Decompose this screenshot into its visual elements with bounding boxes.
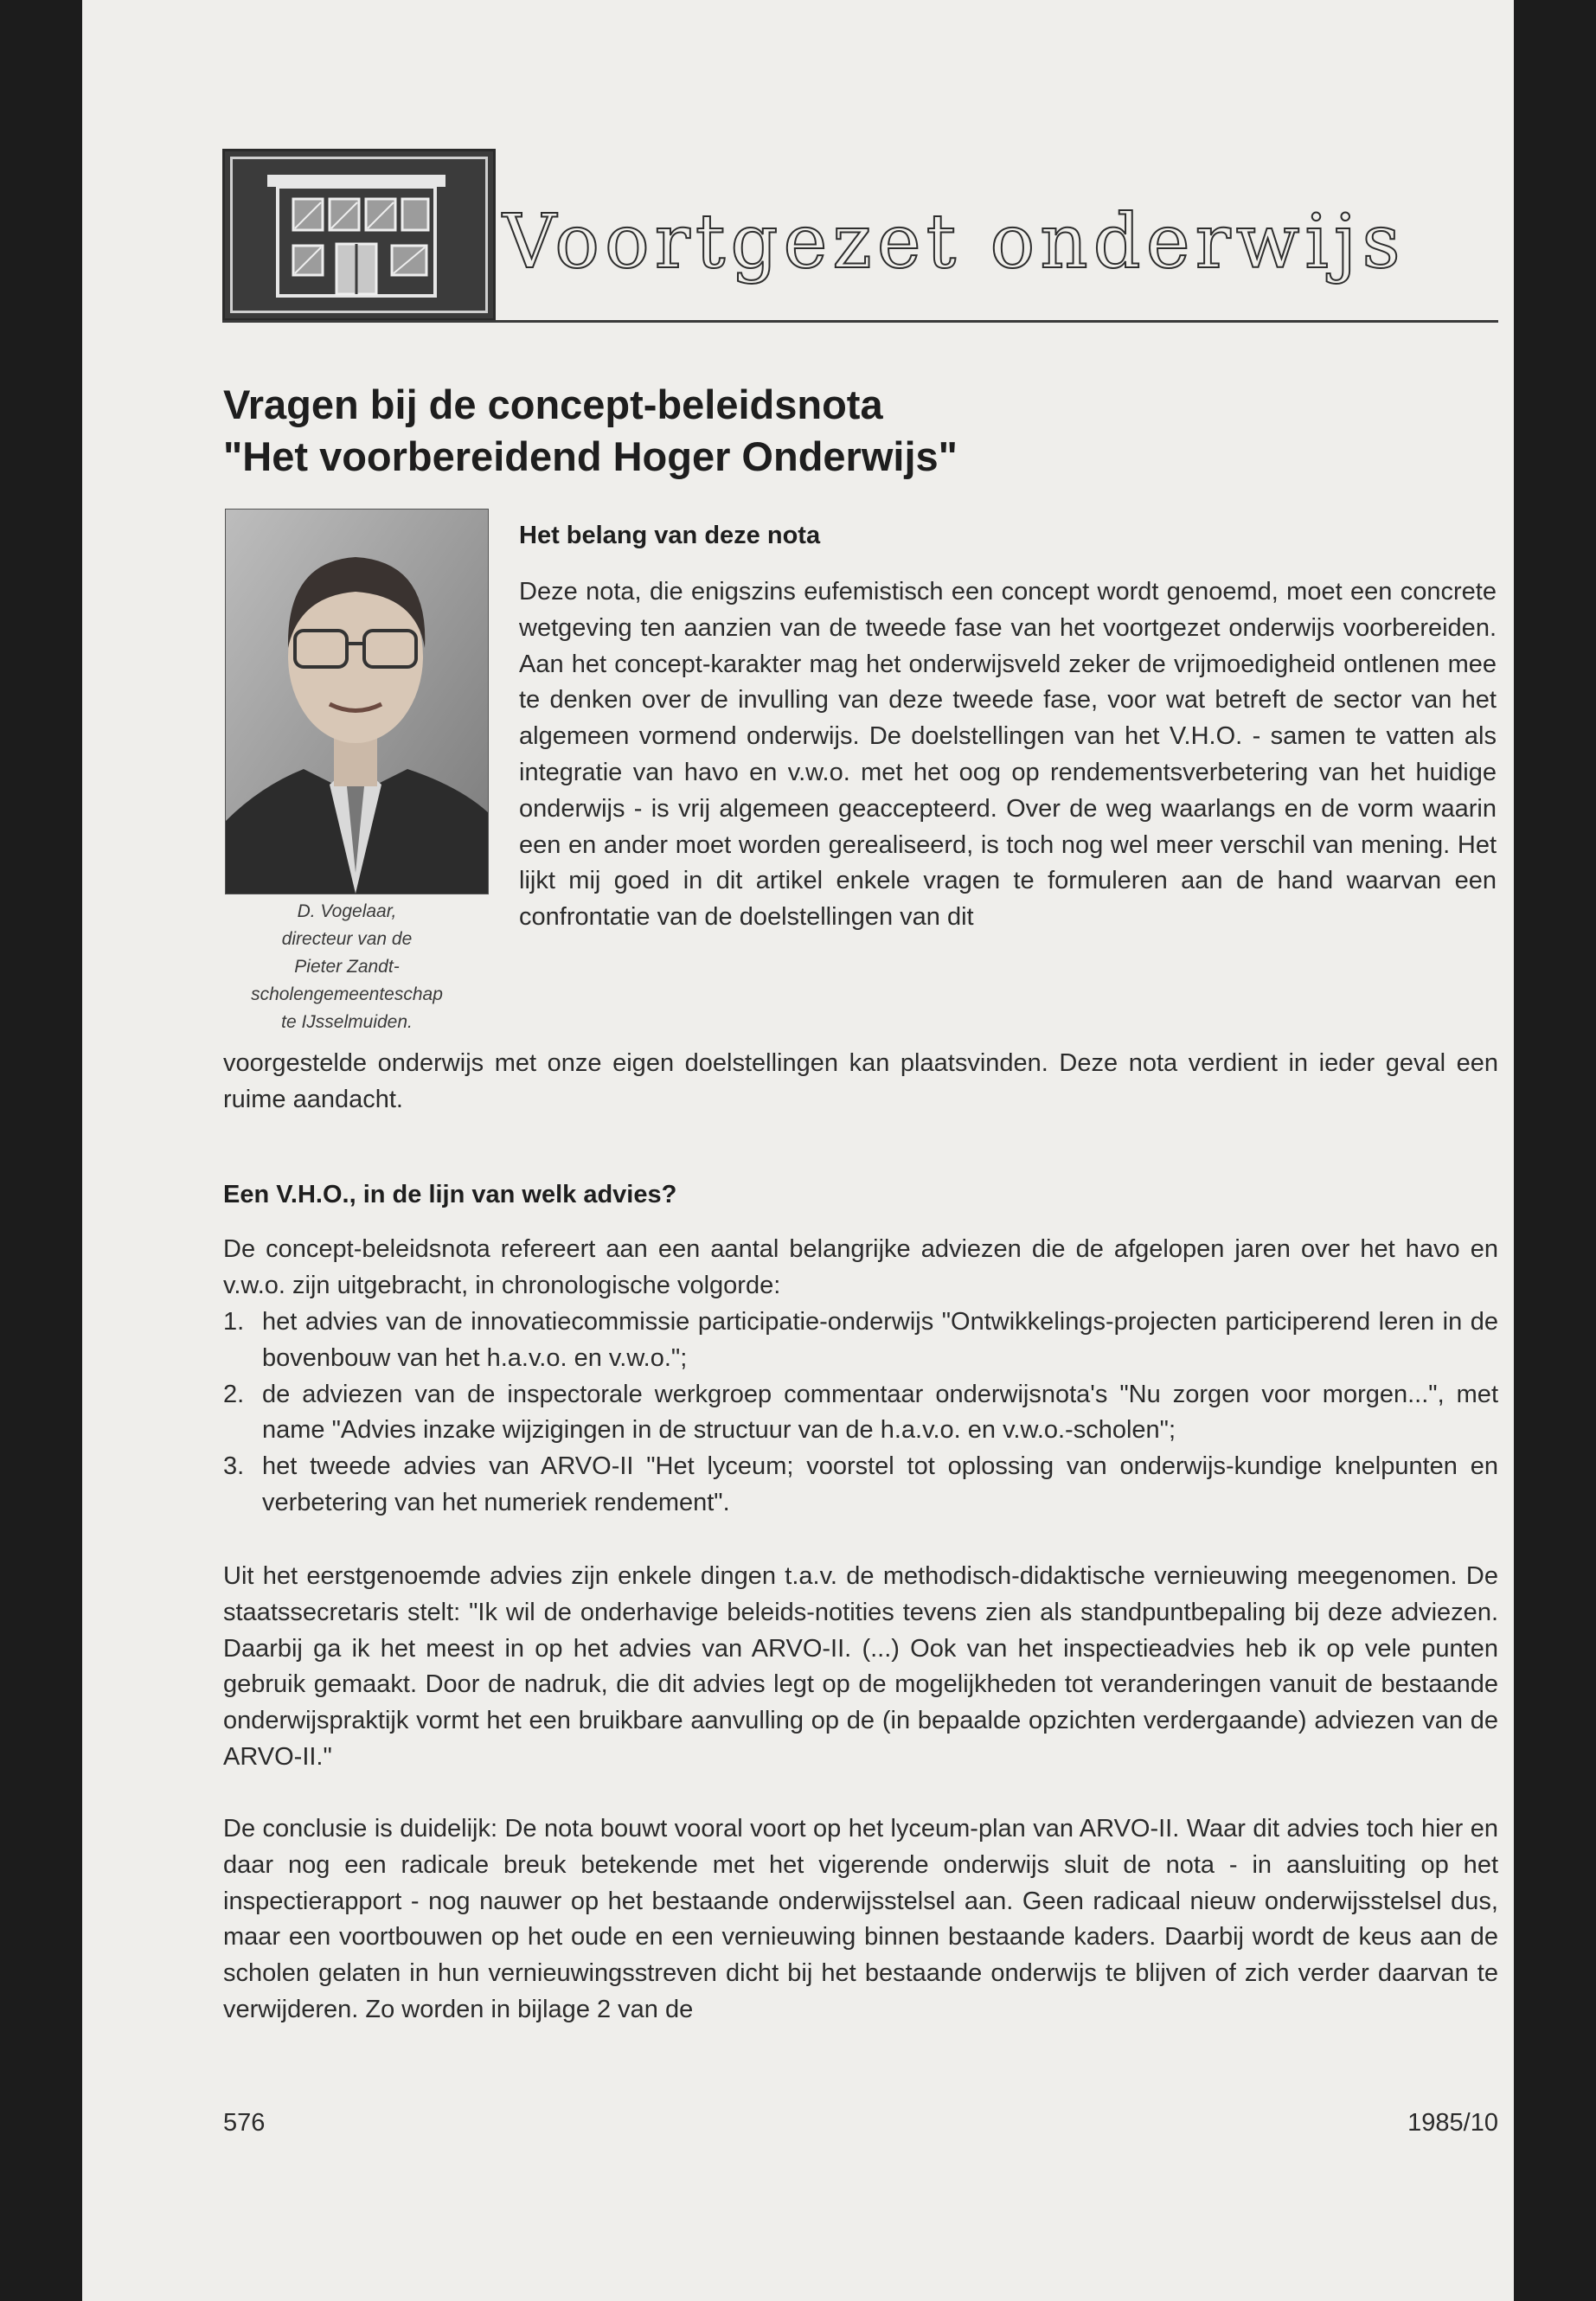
caption-line: te IJsselmuiden.	[281, 1012, 413, 1032]
section-heading: Een V.H.O., in de lijn van welk advies?	[223, 1181, 677, 1208]
document-page	[82, 0, 1514, 2301]
article-title-line2: "Het voorbereidend Hoger Onderwijs"	[223, 433, 958, 479]
header-divider	[222, 320, 1498, 323]
photo-caption	[203, 898, 490, 1036]
author-photo	[225, 509, 489, 894]
caption-line: directeur van de	[281, 929, 413, 949]
issue-number: 1985/10	[1407, 2109, 1498, 2137]
caption-line: D. Vogelaar,	[297, 901, 397, 921]
list-number: 3.	[223, 1452, 245, 1481]
section-title: Voortgezet onderwijs	[503, 199, 1406, 285]
list-item	[223, 1449, 1498, 1522]
school-building-icon	[230, 157, 488, 313]
list-text: het tweede advies van ARVO-II "Het lyceum; voorstel tot oplossing van onderwijs-kundige knelpunten en verbetering van het numeriek rendement".	[262, 1452, 1498, 1516]
section-intro: De concept-beleidsnota refereert aan een aantal belangrijke adviezen die de afgelopen jaren over het havo en v.w.o. zijn uitgebracht, in chronologische volgorde:	[223, 1235, 1498, 1299]
body-paragraph: De conclusie is duidelijk: De nota bouwt vooral voort op het lyceum-plan van ARVO-II. Waar dit advies toch hier en daar nog een radicale breuk betekende met het vigerende onderwijs sluit de nota - in aansluiting op het inspectierapport - nog nauwer op het bestaande onderwijsstelsel aan. Geen radicaal nieuw onderwijsstelsel dus, maar een voortbouwen op het oude en een vernieuwing binnen bestaande kaders. Daarbij wordt de keus aan de scholen gelaten in hun vernieuwingsstreven dicht bij het bestaande onderwijs te blijven of zich verder daarvan te verwijderen. Zo worden in bijlage 2 van de	[223, 1815, 1498, 2023]
article-title	[223, 379, 1503, 483]
list-item	[223, 1304, 1498, 1377]
section-heading: Het belang van deze nota	[519, 522, 821, 549]
section-paragraph: Deze nota, die enigszins eufemistisch een concept wordt genoemd, moet een concrete wetgeving ten aanzien van de tweede fase van het voortgezet onderwijs voorbereiden. Aan het concept-karakter mag het onderwijsveld zeker de vrijmoedigheid ontlenen mee te denken over de invulling van deze tweede fase, voor wat betreft de sector van het algemeen vormend onderwijs. De doelstellingen van het V.H.O. - samen te vatten als integratie van havo en v.w.o. met het oog op rendementsverbetering van het huidige onderwijs - is vrij algemeen geaccepteerd. Over de weg waarlangs en de vorm waarin een en ander moet worden gerealiseerd, is toch nog wel meer verschil van mening. Het lijkt mij goed in dit artikel enkele vragen te formuleren aan de hand waarvan een confrontatie van de doelstellingen van dit	[519, 578, 1497, 932]
section-paragraph-continuation: voorgestelde onderwijs met onze eigen doelstellingen kan plaatsvinden. Deze nota verdient in ieder geval een ruime aandacht.	[223, 1049, 1498, 1113]
list-text: de adviezen van de inspectorale werkgroep commentaar onderwijsnota's "Nu zorgen voor morgen...", met name "Advies inzake wijzigingen in de structuur van de h.a.v.o. en v.w.o.-scholen";	[262, 1380, 1498, 1445]
list-number: 2.	[223, 1380, 245, 1408]
advice-list	[223, 1304, 1498, 1522]
list-text: het advies van de innovatiecommissie participatie-onderwijs "Ontwikkelings-projecten participerend leren in de bovenbouw van het h.a.v.o. en v.w.o.";	[262, 1308, 1498, 1372]
caption-line: scholengemeenteschap	[251, 984, 443, 1004]
section-logo	[222, 149, 496, 321]
article-title-line1: Vragen bij de concept-beleidsnota	[223, 381, 883, 427]
caption-line: Pieter Zandt-	[294, 957, 400, 977]
list-item	[223, 1377, 1498, 1450]
list-number: 1.	[223, 1308, 245, 1336]
page-number: 576	[223, 2109, 266, 2137]
body-paragraph: Uit het eerstgenoemde advies zijn enkele dingen t.a.v. de methodisch-didaktische vernieuwing meegenomen. De staatssecretaris stelt: "Ik wil de onderhavige beleids-notities tevens zien als standpuntbepaling bij deze adviezen. Daarbij ga ik het meest in op het advies van ARVO-II. (...) Ook van het inspectieadvies heb ik op vele punten gebruik gemaakt. Door de nadruk, die dit advies legt op de mogelijkheden tot veranderingen vanuit de bestaande onderwijspraktijk vormt het een bruikbare aanvulling op de (in bepaalde opzichten verdergaande) adviezen van de ARVO-II."	[223, 1562, 1498, 1771]
